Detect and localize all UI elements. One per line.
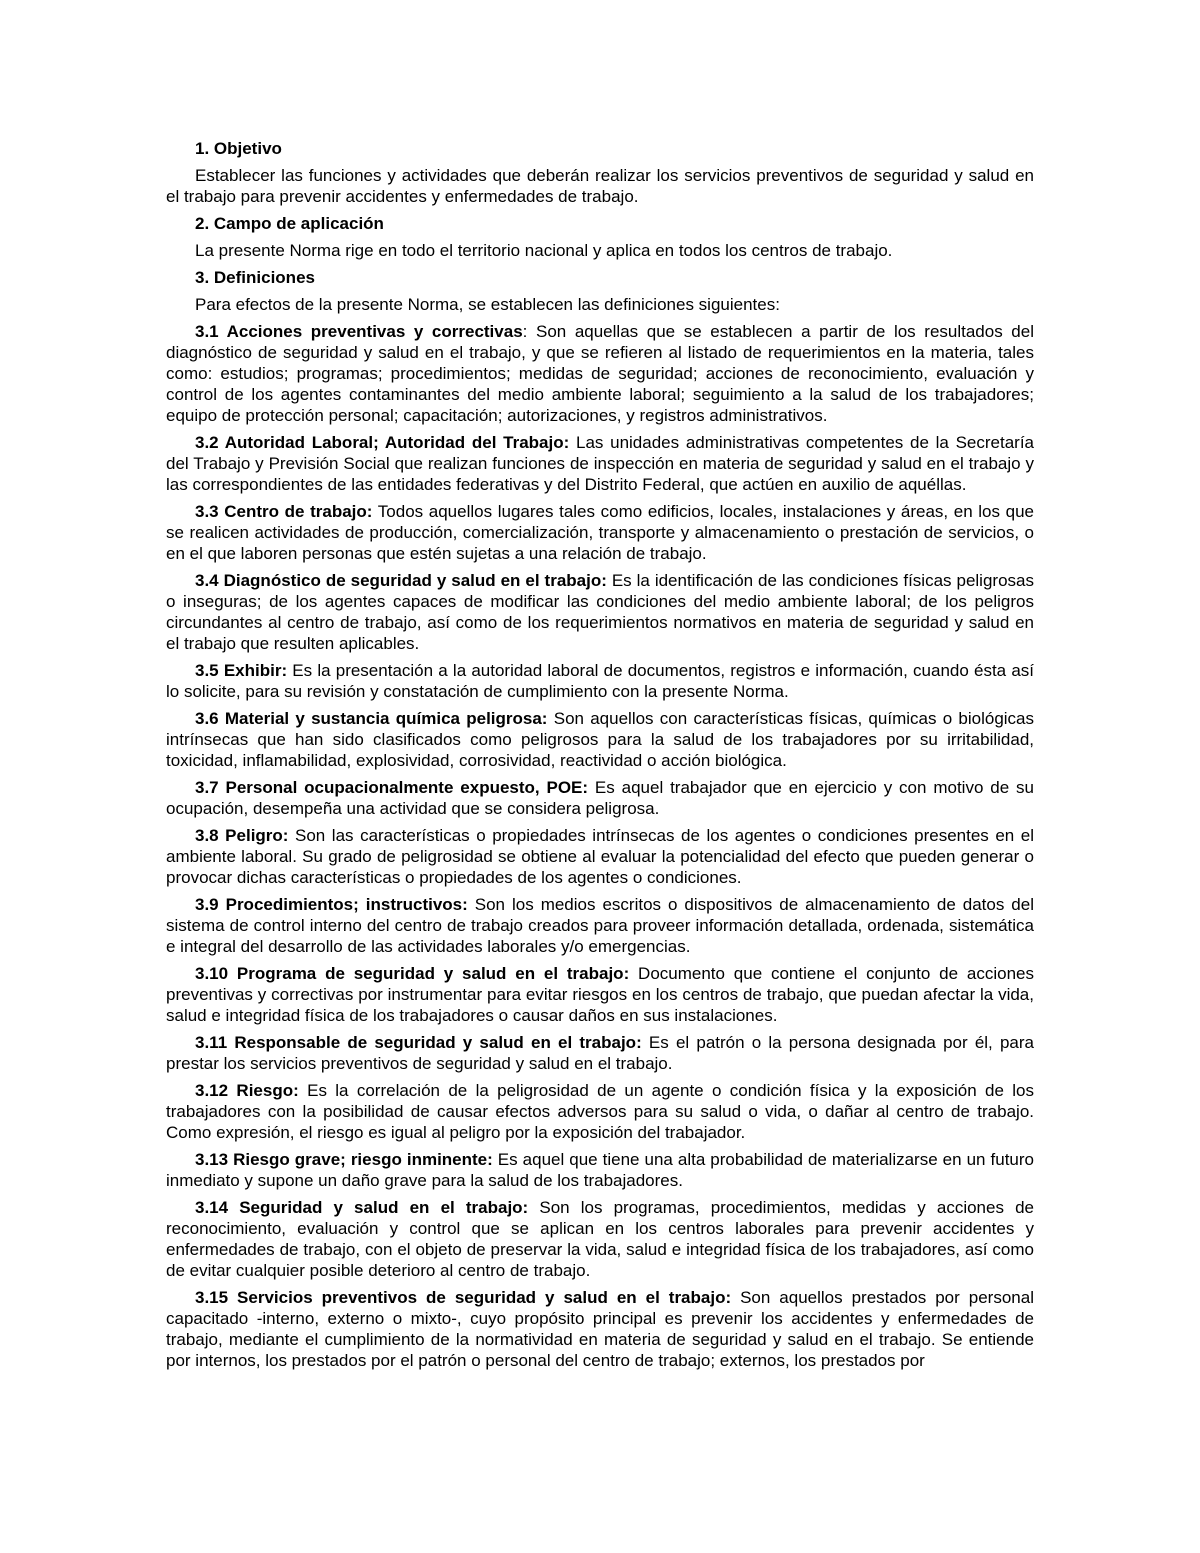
definition-3-7 [166,777,1034,819]
section-title-objetivo: 1. Objetivo [195,139,282,158]
definition-text: Es aquel trabajador que en ejercicio y con motivo de su ocupación, desempeña una actividad que se considera peligrosa. [166,778,1034,818]
definition-3-14 [166,1197,1034,1281]
definition-3-1 [166,321,1034,426]
definition-term: 3.15 Servicios preventivos de seguridad y salud en el trabajo: [195,1288,732,1307]
definition-text: Son aquellos prestados por personal capacitado -interno, externo o mixto-, cuyo propósito principal es prevenir los accidentes y enfermedades de trabajo, mediante el cumplimiento de la normatividad en materia de seguridad y salud en el trabajo. Se entiende por internos, los prestados por el patrón o personal del centro de trabajo; externos, los prestados por [166,1288,1034,1370]
definition-text: Es la correlación de la peligrosidad de un agente o condición física y la exposición de los trabajadores con la posibilidad de causar efectos adversos para su salud o vida, o dañar al centro de trabajo. Como expresión, el riesgo es igual al peligro por la exposición del trabajador. [166,1081,1034,1142]
definition-3-11 [166,1032,1034,1074]
definition-text: Es el patrón o la persona designada por él, para prestar los servicios preventivos de seguridad y salud en el trabajo. [166,1033,1034,1073]
definition-term: 3.2 Autoridad Laboral; Autoridad del Trabajo: [195,433,570,452]
definition-text: Es aquel que tiene una alta probabilidad de materializarse en un futuro inmediato y supone un daño grave para la salud de los trabajadores. [166,1150,1034,1190]
definition-text: Las unidades administrativas competentes de la Secretaría del Trabajo y Previsión Social que realizan funciones de inspección en materia de seguridad y salud en el trabajo y las correspondientes de las entidades federativas y del Distrito Federal, que actúen en auxilio de aquéllas. [166,433,1034,494]
definition-3-5 [166,660,1034,702]
document-page [166,138,1034,1377]
definition-text: : Son aquellas que se establecen a partir de los resultados del diagnóstico de seguridad y salud en el trabajo, y que se refieren al listado de requerimientos en la materia, tales como: estudios; programas; procedimientos; medidas de seguridad; acciones de reconocimiento, evaluación y control de los agentes contaminantes del medio ambiente laboral; seguimiento a la salud de los trabajadores; equipo de protección personal; capacitación; autorizaciones, y registros administrativos. [166,322,1034,425]
definition-term: 3.10 Programa de seguridad y salud en el trabajo: [195,964,630,983]
definition-3-4 [166,570,1034,654]
definition-3-12 [166,1080,1034,1143]
definition-term: 3.8 Peligro: [195,826,289,845]
section-text-objetivo: Establecer las funciones y actividades que deberán realizar los servicios preventivos de seguridad y salud en el trabajo para prevenir accidentes y enfermedades de trabajo. [166,166,1034,206]
definition-3-2 [166,432,1034,495]
definition-term: 3.4 Diagnóstico de seguridad y salud en el trabajo: [195,571,607,590]
definition-text: Documento que contiene el conjunto de acciones preventivas y correctivas por instrumentar para evitar riesgos en los centros de trabajo, que puedan afectar la vida, salud e integridad física de los trabajadores o causar daños en sus instalaciones. [166,964,1034,1025]
section-text-campo-aplicacion: La presente Norma rige en todo el territorio nacional y aplica en todos los centros de trabajo. [195,241,893,260]
definition-term: 3.7 Personal ocupacionalmente expuesto, POE: [195,778,589,797]
definition-term: 3.5 Exhibir: [195,661,288,680]
section-text-definiciones: Para efectos de la presente Norma, se establecen las definiciones siguientes: [195,295,780,314]
definition-3-6 [166,708,1034,771]
definition-text: Son las características o propiedades intrínsecas de los agentes o condiciones presentes en el ambiente laboral. Su grado de peligrosidad se obtiene al evaluar la potencialidad del efecto que pueden generar o provocar dichas características o propiedades de los agentes o condiciones. [166,826,1035,887]
definition-term: 3.3 Centro de trabajo: [195,502,373,521]
definition-text: Todos aquellos lugares tales como edificios, locales, instalaciones y áreas, en los que se realicen actividades de producción, comercialización, transporte y almacenamiento o prestación de servicios, o en el que laboren personas que estén sujetas a una relación de trabajo. [166,502,1034,563]
definition-term: 3.1 Acciones preventivas y correctivas [195,322,523,341]
definition-3-8 [166,825,1034,888]
section-title-definiciones: 3. Definiciones [195,268,315,287]
definition-text: Son los medios escritos o dispositivos de almacenamiento de datos del sistema de control interno del centro de trabajo creados para proveer información detallada, ordenada, sistemática e integral del desarrollo de las actividades laborales y/o emergencias. [166,895,1034,956]
definition-3-3 [166,501,1034,564]
definition-text: Son los programas, procedimientos, medidas y acciones de reconocimiento, evaluación y control que se aplican en los centros laborales para prevenir accidentes y enfermedades de trabajo, con el objeto de preservar la vida, salud e integridad física de los trabajadores, así como de evitar cualquier posible deterioro al centro de trabajo. [166,1198,1034,1280]
definition-term: 3.13 Riesgo grave; riesgo inminente: [195,1150,493,1169]
definition-term: 3.12 Riesgo: [195,1081,299,1100]
definition-term: 3.14 Seguridad y salud en el trabajo: [195,1198,529,1217]
definition-term: 3.6 Material y sustancia química peligrosa: [195,709,548,728]
definition-3-10 [166,963,1034,1026]
definition-text: Son aquellos con características físicas, químicas o biológicas intrínsecas que han sido clasificados como peligrosos para la salud de los trabajadores por su irritabilidad, toxicidad, inflamabilidad, explosividad, corrosividad, reactividad o acción biológica. [166,709,1035,770]
definition-3-9 [166,894,1034,957]
section-title-campo-aplicacion: 2. Campo de aplicación [195,214,384,233]
definition-text: Es la presentación a la autoridad laboral de documentos, registros e información, cuando ésta así lo solicite, para su revisión y constatación de cumplimiento con la presente Norma. [166,661,1034,701]
definition-term: 3.9 Procedimientos; instructivos: [195,895,468,914]
definition-term: 3.11 Responsable de seguridad y salud en el trabajo: [195,1033,642,1052]
definition-3-13 [166,1149,1034,1191]
definition-3-15 [166,1287,1034,1371]
definition-text: Es la identificación de las condiciones físicas peligrosas o inseguras; de los agentes capaces de modificar las condiciones del medio ambiente laboral; de los peligros circundantes al centro de trabajo, así como de los requerimientos normativos en materia de seguridad y salud en el trabajo que resulten aplicables. [166,571,1034,653]
